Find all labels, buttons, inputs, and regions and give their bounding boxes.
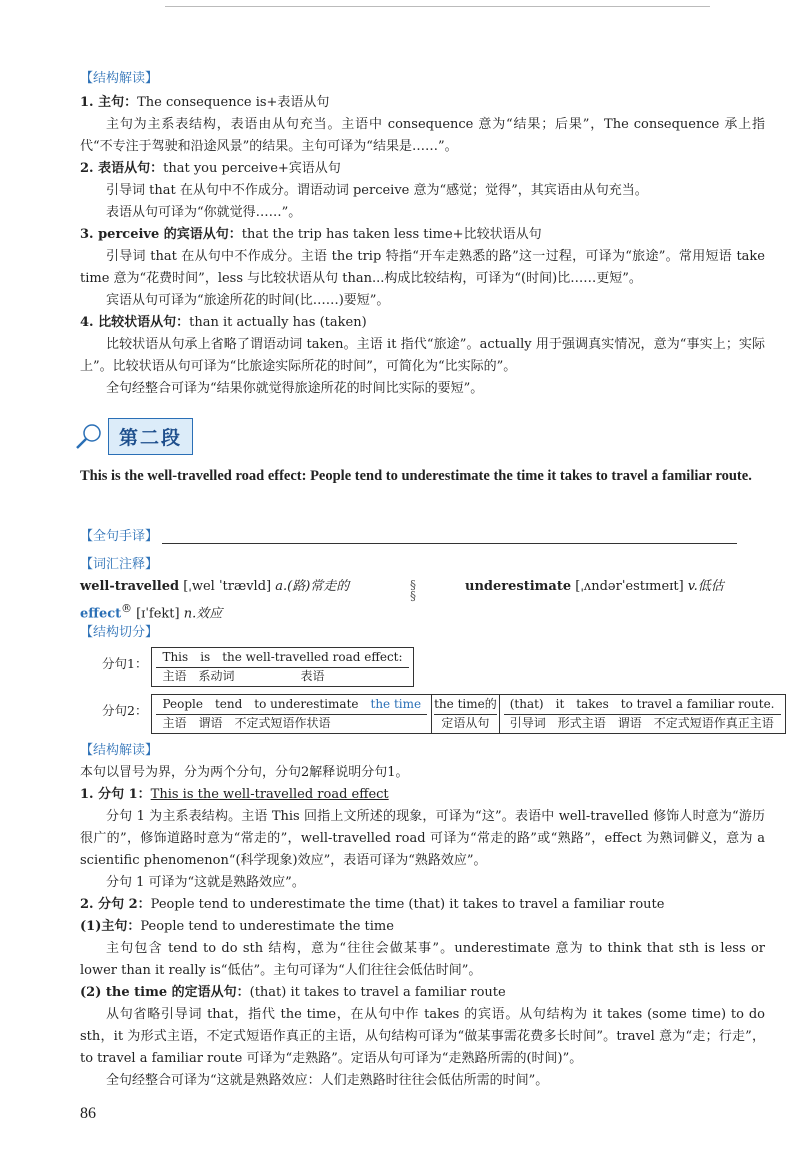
part1-para-2a: 引导词 that 在从句中不作成分。谓语动词 perceive 意为“感觉；觉得”，其宾语由从句充当。 — [106, 183, 648, 198]
part1-para-3a: 引导词 that 在从句中不作成分。主语 the trip 特指“开车走熟悉的路”这一过程，可译为“旅途”。常用短语 take time 意为“花费时间”，less 与比较状语从句 than...构成比较结构，可译为“(时间)比……更短”。 — [80, 249, 765, 286]
clause2-diagram: 分句2： People tend to underestimate the time 主语 谓语 不定式短语作状语 the time的 定语从句 (that) it takes to travel a familiar route. 引导词 形式主语 谓语 不定式短语作真正主语 — [102, 694, 786, 734]
split-label: 【结构切分】 — [80, 625, 159, 640]
vocab-row-1: well-travelled [ˌwel ˈtrævld] a.(路)常走的 — [80, 579, 350, 594]
page-number: 86 — [80, 1105, 96, 1122]
part2-intro: 本句以冒号为界，分为两个分句，分句2解释说明分句1。 — [80, 765, 409, 780]
part1-para-1: 主句为主系表结构，表语由从句充当。主语中 consequence 意为“结果；后果”，The consequence 承上指代“不专注于驾驶和沿途风景”的结果。主句可译为“结果是……”。 — [80, 117, 765, 154]
part2-heading-2b: (2) the time 的定语从句：(that) it takes to travel a familiar route — [80, 985, 506, 1000]
part2-para-1a: 分句 1 为主系表结构。主语 This 回指上文所述的现象，可译为“这”。表语中 well-travelled 修饰人时意为“游历很广的”，修饰道路时意为“常走的”，well-travelled road 可译为“常走的路”或“熟路”，effect 为熟词僻义，意为 a scientific phenomenon“(科学现象)效应”，表语可译为“熟路效应”。 — [80, 809, 765, 868]
part1-heading-3: 3. perceive 的宾语从句：that the trip has taken less time+比较状语从句 — [80, 227, 542, 242]
top-rule — [165, 6, 710, 7]
main-clause-box: People tend to underestimate the time 主语 谓语 不定式短语作状语 — [151, 694, 432, 734]
part2-heading-2a: (1)主句：People tend to underestimate the time — [80, 919, 394, 934]
part2-label: 【结构解读】 — [80, 743, 159, 758]
part2-heading-2: 2. 分句 2：People tend to underestimate the time (that) it takes to travel a familiar route — [80, 897, 665, 912]
section-title: 第二段 — [108, 418, 193, 455]
translate-row: 【全句手译】 — [80, 526, 765, 548]
section-header — [74, 418, 193, 455]
part1-para-3b: 宾语从句可译为“旅途所花的时间(比……)要短”。 — [106, 293, 390, 308]
part1-heading-4: 4. 比较状语从句：than it actually has (taken) — [80, 315, 367, 330]
part2-para-2c: 全句经整合可译为“这就是熟路效应：人们走熟路时往往会低估所需的时间”。 — [106, 1073, 549, 1088]
part1-para-4a: 比较状语从句承上省略了谓语动词 taken。主语 it 指代“旅途”。actually 用于强调真实情况，意为“事实上；实际上”。比较状语从句可译为“比旅途实际所花的时间”，可简化为“比实际的”。 — [80, 337, 765, 374]
magnifier-icon — [74, 422, 104, 452]
vocab-label: 【词汇注释】 — [80, 557, 159, 572]
part1-para-2b: 表语从句可译为“你就觉得……”。 — [106, 205, 302, 220]
relative-clause-box: (that) it takes to travel a familiar route. 引导词 形式主语 谓语 不定式短语作真正主语 — [499, 694, 786, 734]
translate-blank[interactable] — [162, 529, 737, 544]
vocab-row-1-right: underestimate [ˌʌndərˈestɪmeɪt] v.低估 — [465, 579, 724, 594]
part1-heading-2: 2. 表语从句：that you perceive+宾语从句 — [80, 161, 341, 176]
part2-para-1b: 分句 1 可译为“这就是熟路效应”。 — [106, 875, 305, 890]
english-sentence: This is the well-travelled road effect: People tend to underestimate the time it takes to travel a familiar route. — [80, 468, 752, 484]
part1-heading-1: 1. 主句：The consequence is+表语从句 — [80, 95, 330, 110]
part2-para-2a: 主句包含 tend to do sth 结构，意为“往往会做某事”。underestimate 意为 to think that sth is less or lower than it really is“低估”。主句可译为“人们往往会低估时间”。 — [80, 941, 765, 978]
part2-para-2b: 从句省略引导词 that，指代 the time，在从句中作 takes 的宾语。从句结构为 it takes (some time) to do sth，it 为形式主语，不定式短语作真正的主语，从句结构可译为“做某事需花费多长时间”。travel 意为“走；行走”，to travel a familiar route 可译为“走熟路”。定语从句可译为“走熟路所需的(时间)”。 — [80, 1007, 765, 1066]
divider: § § — [410, 578, 416, 603]
part2-heading-1: 1. 分句 1：This is the well-travelled road effect — [80, 787, 389, 802]
part1-para-4b: 全句经整合可译为“结果你就觉得旅途所花的时间比实际的要短”。 — [106, 381, 484, 396]
relative-clause-tag: the time的 定语从句 — [432, 694, 499, 734]
part1-label: 【结构解读】 — [80, 71, 159, 86]
vocab-row-2: effect® [ɪˈfekt] n.效应 — [80, 602, 223, 622]
clause1-diagram: 分句1： This is the well-travelled road effect: 主语 系动词 表语 — [102, 647, 414, 687]
